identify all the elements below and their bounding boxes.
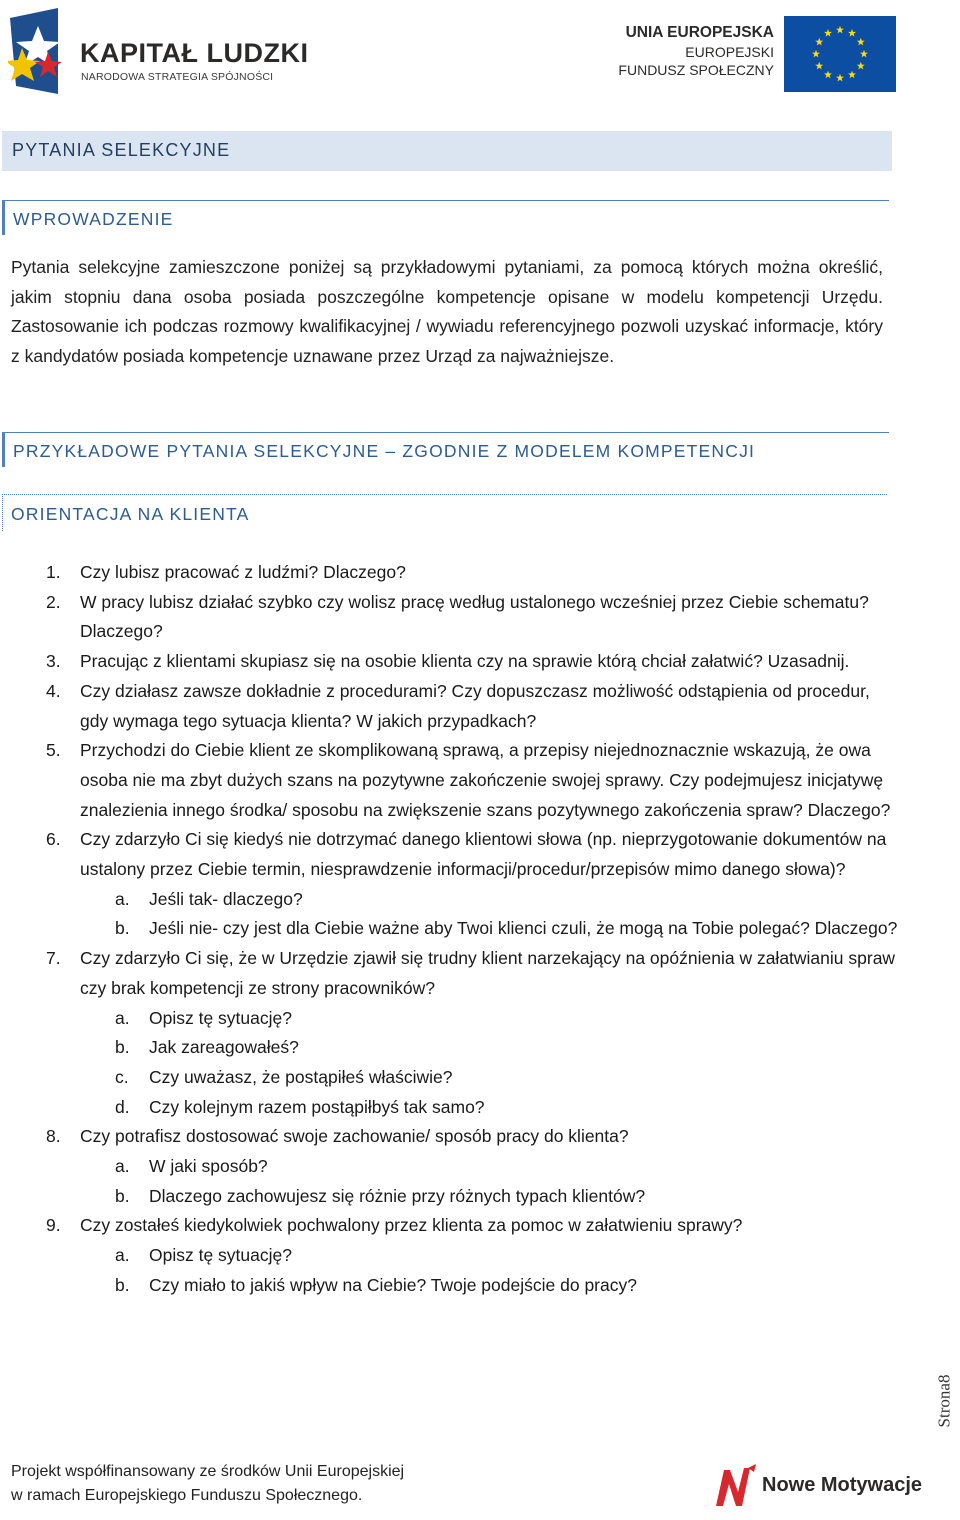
sub-question-letter: a. (115, 1007, 130, 1028)
sub-question-text: Jeśli nie- czy jest dla Ciebie ważne aby Twoi klienci czuli, że mogą na Tobie polegać? Dlaczego? (149, 918, 898, 939)
question-item (0, 1211, 900, 1241)
sub-question-item (0, 914, 900, 944)
question-text: Czy zostałeś kiedykolwiek pochwalony przez klienta za pomoc w załatwieniu sprawy? (80, 1215, 743, 1236)
sub-question-letter: a. (115, 1156, 130, 1177)
kapital-ludzki-subtitle: NARODOWA STRATEGIA SPÓJNOŚCI (81, 71, 274, 83)
question-number: 7. (46, 948, 61, 969)
question-number: 4. (46, 680, 61, 701)
question-number: 1. (46, 562, 61, 582)
sub-question-text: Jeśli tak- dlaczego? (149, 888, 303, 909)
sub-question-item (0, 1241, 900, 1271)
question-text: Czy lubisz pracować z ludźmi? Dlaczego? (80, 562, 406, 582)
sub-question-text: Opisz tę sytuację? (149, 1007, 292, 1028)
sub-question-text: Opisz tę sytuację? (149, 1245, 292, 1266)
question-number: 8. (46, 1126, 61, 1147)
sub-question-item (0, 1152, 900, 1182)
question-number: 2. (46, 591, 61, 612)
competency-heading-box (2, 494, 887, 531)
question-item (0, 647, 900, 677)
question-text: Czy potrafisz dostosować swoje zachowanie/ sposób pracy do klienta? (80, 1126, 629, 1147)
question-text: W pracy lubisz działać szybko czy wolisz pracę według ustalonego wcześniej przez Ciebie schematu? Dlaczego? (80, 591, 869, 642)
sub-question-letter: b. (115, 918, 130, 939)
nowe-motywacje-emblem-icon (712, 1462, 758, 1512)
competency-heading: ORIENTACJA NA KLIENTA (11, 504, 250, 524)
eu-logo-line1: UNIA EUROPEJSKA (625, 24, 774, 41)
sub-question-letter: b. (115, 1185, 130, 1206)
footer-line1: Projekt współfinansowany ze środków Unii Europejskiej (11, 1463, 405, 1480)
sub-question-letter: a. (115, 1245, 130, 1266)
sub-question-item (0, 1093, 900, 1123)
question-item (0, 677, 900, 736)
eu-social-fund-logo (612, 12, 902, 92)
question-text: Czy zdarzyło Ci się kiedyś nie dotrzymać danego klientowi słowa (np. nieprzygotowanie dokumentów na ustalony przez Ciebie termin, niesprawdzenie informacji/procedur/przepisów mimo danego słowa)? (80, 829, 887, 880)
sub-question-text: Czy uważasz, że postąpiłeś właściwie? (149, 1066, 453, 1087)
eu-logo-line2: EUROPEJSKI (685, 44, 774, 60)
intro-paragraph: Pytania selekcyjne zamieszczone poniżej są przykładowymi pytaniami, za pomocą których można określić, jakim stopniu dana osoba posiada poszczególne kompetencje opisane w modelu kompetencji Urzędu. Zastosowanie ich podczas rozmowy kwalifikacyjnej / wywiadu referencyjnego pozwoli uzyskać informacje, który z kandydatów posiada kompetencje uznawane przez Urząd za najważniejsze. (11, 257, 883, 367)
question-item (0, 588, 900, 647)
page-number (934, 1365, 960, 1435)
eu-flag-icon (784, 16, 896, 92)
sub-question-letter: c. (115, 1066, 129, 1087)
question-text: Czy działasz zawsze dokładnie z procedurami? Czy dopuszczasz możliwość odstąpienia od procedur, gdy wymaga tego sytuacja klienta? W jakich przypadkach? (80, 680, 870, 731)
sub-question-item (0, 1033, 900, 1063)
question-item (0, 825, 900, 884)
nowe-motywacje-text: Nowe Motywacje (762, 1474, 923, 1496)
document-title: PYTANIA SELEKCYJNE (12, 140, 231, 160)
question-item (0, 1122, 900, 1152)
question-number: 3. (46, 651, 61, 672)
question-list (0, 558, 900, 1301)
question-item (0, 736, 900, 825)
sub-question-letter: b. (115, 1037, 130, 1058)
footer-note (11, 1460, 404, 1508)
kapital-ludzki-title: KAPITAŁ LUDZKI (80, 38, 309, 68)
document-title-bar (2, 131, 892, 171)
eu-logo-line3: FUNDUSZ SPOŁECZNY (618, 62, 774, 78)
intro-heading-box (2, 200, 889, 235)
sub-question-text: Jak zareagowałeś? (149, 1037, 299, 1058)
question-item (0, 944, 900, 1003)
sub-question-letter: b. (115, 1274, 130, 1295)
intro-heading: WPROWADZENIE (13, 209, 174, 229)
question-text: Czy zdarzyło Ci się, że w Urzędzie zjawił się trudny klient narzekający na opóźnienia w załatwianiu spraw czy brak kompetencji ze strony pracowników? (80, 948, 896, 998)
question-number: 5. (46, 740, 61, 761)
sub-question-text: Dlaczego zachowujesz się różnie przy różnych typach klientów? (149, 1185, 646, 1206)
question-number: 9. (46, 1215, 61, 1236)
kapital-ludzki-logo (8, 8, 309, 98)
sub-question-item (0, 885, 900, 915)
sub-question-item (0, 1271, 900, 1301)
question-number: 6. (46, 829, 61, 850)
question-text: Przychodzi do Ciebie klient ze skomplikowaną sprawą, a przepisy niejednoznacznie wskazują, że owa osoba nie ma zbyt dużych szans na pozytywne zakończenie swojej sprawy. Czy podejmujesz inicjatywę znalezienia innego środka/ sposobu na zwiększenie szans pozytywnego zakończenia spraw? Dlaczego? (80, 740, 891, 820)
question-item (0, 558, 900, 588)
kapital-ludzki-emblem-icon (8, 8, 78, 98)
sub-question-item (0, 1004, 900, 1034)
page-number-label: Strona8 (934, 1374, 954, 1428)
sub-question-letter: a. (115, 888, 130, 909)
sub-question-item (0, 1063, 900, 1093)
sub-question-letter: d. (115, 1096, 130, 1117)
nowe-motywacje-logo (712, 1462, 932, 1512)
examples-heading-box (2, 432, 889, 467)
sub-question-text: W jaki sposób? (149, 1156, 268, 1177)
sub-question-text: Czy kolejnym razem postąpiłbyś tak samo? (149, 1096, 485, 1117)
sub-question-text: Czy miało to jakiś wpływ na Ciebie? Twoje podejście do pracy? (149, 1274, 637, 1295)
question-text: Pracując z klientami skupiasz się na osobie klienta czy na sprawie którą chciał załatwić? Uzasadnij. (80, 651, 850, 672)
sub-question-item (0, 1182, 900, 1212)
footer-line2: w ramach Europejskiego Funduszu Społecznego. (11, 1487, 363, 1504)
examples-heading: PRZYKŁADOWE PYTANIA SELEKCYJNE – ZGODNIE Z MODELEM KOMPETENCJI (13, 441, 756, 461)
